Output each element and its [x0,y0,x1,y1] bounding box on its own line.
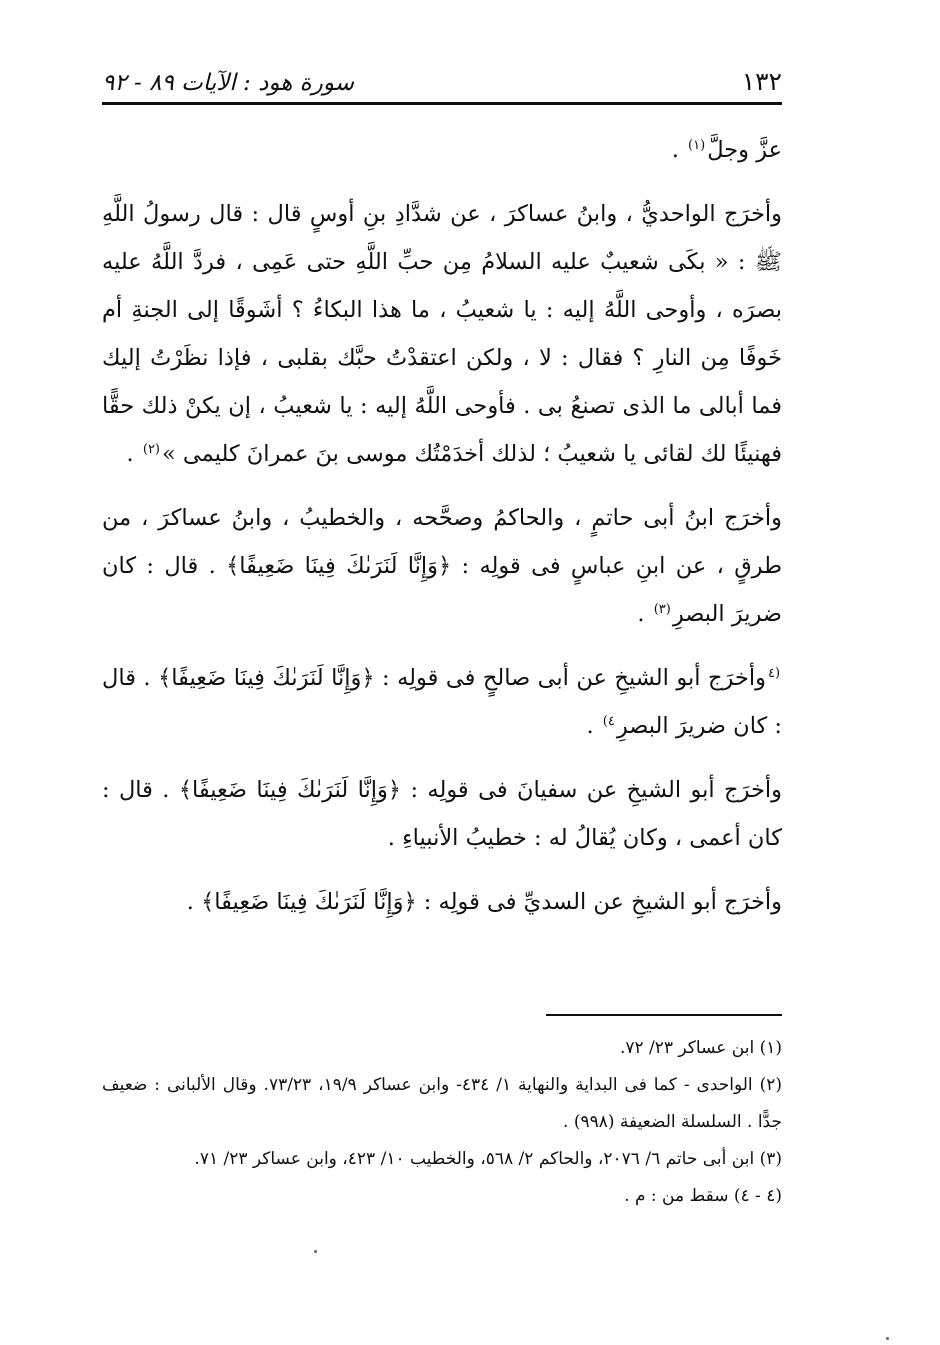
paragraph-5 [102,878,782,926]
paragraph-text: وأخرَج الواحديُّ ، وابنُ عساكرَ ، عن شدَّادِ بنِ أوسٍ قال : قال رسولُ اللَّهِ ﷺ : « بكَى شعيبٌ عليه السلامُ مِن حبِّ اللَّهِ حتى عَمِى ، فردَّ اللَّهُ عليه بصرَه ، وأوحى اللَّهُ إليه : يا شعيبُ ، ما هذا البكاءُ ؟ أشَوقًا إلى الجنةِ أم خَوفًا مِن النارِ ؟ فقال : لا ، ولكن اعتقدْتُ حبَّك بقلبى ، فإذا نظَرْتُ إليك فما أبالى ما الذى تصنعُ بى . فأوحى اللَّهُ إليه : يا شعيبُ ، إن يكنْ ذلك حقًّا فهنيئًا لك لقائى يا شعيبُ ؛ لذلك أخدَمْتُك موسى بنَ عمرانَ كليمى » [102,201,782,467]
footnote-ref-close: ٤) [602,713,615,729]
paragraph-end: . [586,713,601,739]
scan-speck [886,1337,889,1340]
footnotes [102,1030,782,1215]
quran-verse: ﴿وَإِنَّا لَنَرَىٰكَ فِينَا ضَعِيفًا﴾ [226,553,452,579]
quran-verse: ﴿وَإِنَّا لَنَرَىٰكَ فِينَا ضَعِيفًا﴾ [178,777,402,803]
paragraph-4 [102,766,782,862]
footnote-2: (٢) الواحدى - كما فى البداية والنهاية ١/ ٤٣٤- وابن عساكر ١٩/٩، ٧٣/٢٣. وقال الألبانى : ضعيف جدًّا . السلسلة الضعيفة (٩٩٨) . [102,1075,783,1132]
paragraph-end: . [126,441,141,467]
paragraph-text: . قال : كان ضريرَ البصرِ [102,553,782,627]
footnote-ref: (١) [688,137,706,153]
footnote-ref: (٣) [653,601,671,617]
paragraph-0 [102,126,782,174]
running-title: سورة هود : الآيات ٨٩ - ٩٢ [102,70,354,96]
paragraph-end: . [637,601,652,627]
scan-speck [314,1250,317,1253]
footnote-1: (١) ابن عساكر ٢٣/ ٧٢. [619,1038,782,1058]
paragraph-text: . قال : كان أعمى ، وكان يُقالُ له : خطيبُ الأنبياءِ . [102,777,782,851]
page-header [102,52,782,96]
quran-verse: ﴿وَإِنَّا لَنَرَىٰكَ فِينَا ضَعِيفًا﴾ [201,889,417,915]
paragraph-text: وأخرَج أبو الشيخِ عن السديِّ فى قولِه : [423,889,782,915]
quran-verse: ﴿وَإِنَّا لَنَرَىٰكَ فِينَا ضَعِيفًا﴾ [158,665,375,691]
paragraph-text: . قال : كان ضريرَ البصرِ [102,665,782,739]
footnote-4: (٤ - ٤) سقط من : م . [624,1186,782,1206]
paragraph-end: . [671,137,687,163]
footnote-separator [546,1014,782,1016]
footnote-ref-open: (٤ [767,665,781,681]
paragraph-end: . [186,889,194,915]
paragraph-text: وأخرَج أبو الشيخِ عن سفيانَ فى قولِه : [410,777,783,803]
paragraph-text: عزَّ وجلَّ [707,137,782,163]
footnote-3: (٣) ابن أبى حاتم ٦/ ٢٠٧٦، والحاكم ٢/ ٥٦٨، والخطيب ١٠/ ٤٢٣، وابن عساكر ٢٣/ ٧١. [194,1149,782,1169]
page-number: ١٣٢ [741,67,782,96]
paragraph-text: وأخرَج ابنُ أبى حاتمٍ ، والحاكمُ وصحَّحه ، والخطيبُ ، وابنُ عساكرَ ، من طرقٍ ، عن ابنِ عباسٍ فى قولِه : [102,505,783,579]
footnote-ref: (٢) [142,441,160,457]
paragraph-3 [102,654,782,750]
paragraph-text: وأخرَج أبو الشيخِ عن أبى صالحٍ فى قولِه : [382,665,766,691]
paragraph-2 [102,494,782,638]
header-rule [102,102,782,105]
main-text [102,126,782,942]
paragraph-1 [102,190,782,478]
